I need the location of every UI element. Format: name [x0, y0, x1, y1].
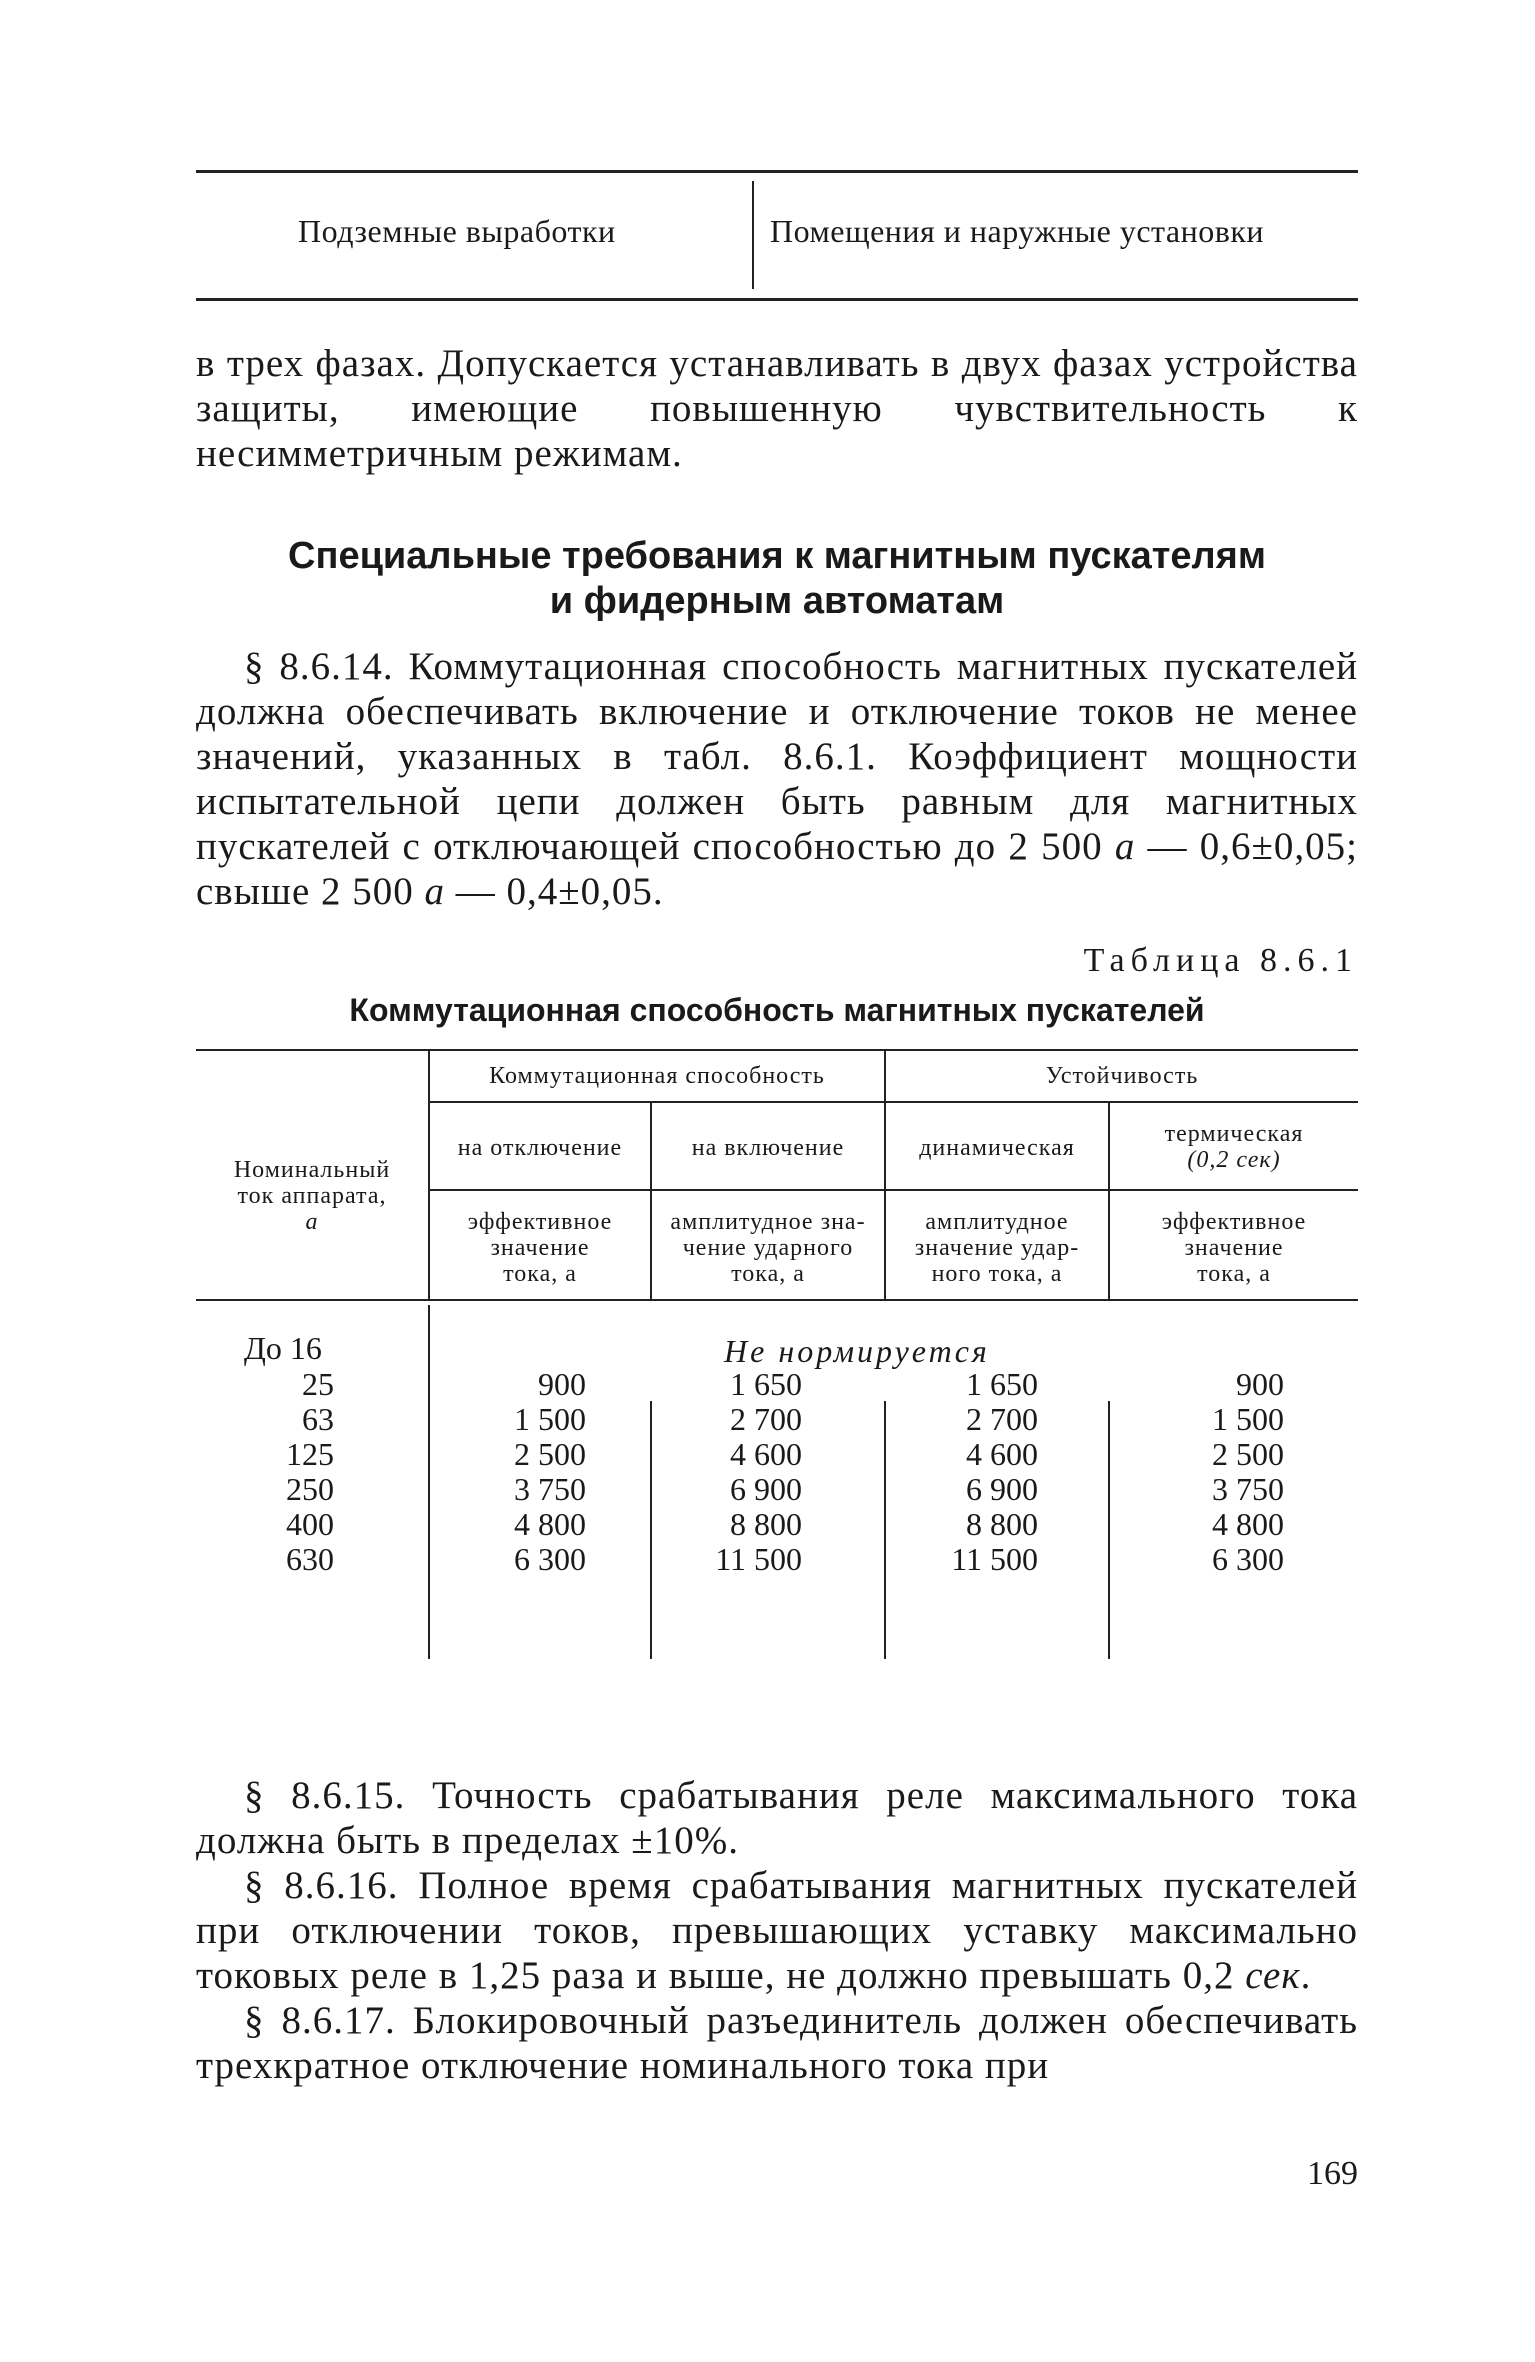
paragraph-8-6-14-mid: — 0,6±0,05; свыше 2 500 [196, 825, 1358, 913]
table-cell: 2 500 [1212, 1436, 1284, 1472]
paragraph-8-6-16-end: . [1300, 1954, 1312, 1997]
col-rated-current [196, 1367, 334, 1577]
table-row: 63 [302, 1401, 334, 1437]
table-top-rule [196, 1049, 1358, 1051]
book-page [196, 170, 1358, 2088]
header-breaking: на отключение [457, 1135, 623, 1161]
table-cell: 2 700 [730, 1401, 802, 1437]
header-thermal: термическая (0,2 сек) [1164, 1121, 1304, 1173]
table-cell: 3 750 [1212, 1471, 1284, 1507]
table-cell: 11 500 [715, 1541, 802, 1577]
paragraph-8-6-17: § 8.6.17. Блокировочный разъединитель должен обеспечивать трехкратное отключение номинального тока при [196, 1999, 1358, 2087]
table-title: Коммутационная способность магнитных пускателей [349, 992, 1205, 1028]
header-rated-current: Номинальный ток аппарата, а [233, 1157, 391, 1235]
table-cell: 8 800 [966, 1506, 1038, 1542]
col-thermal [1110, 1367, 1284, 1577]
table-row: 250 [286, 1471, 334, 1507]
section-heading [196, 534, 1358, 624]
table-cell: 2 500 [514, 1436, 586, 1472]
switching-capacity-table [196, 1049, 1358, 1759]
table-cell: 6 900 [730, 1471, 802, 1507]
paragraph-8-6-14-end: — 0,4±0,05. [445, 870, 664, 913]
table-caption: Таблица 8.6.1 [1083, 942, 1358, 979]
section-heading-line2: и фидерным автоматам [549, 580, 1005, 622]
table-cell: 2 700 [966, 1401, 1038, 1437]
table-header-bottom-rule [196, 1299, 1358, 1301]
table-cell: 8 800 [730, 1506, 802, 1542]
table-cell: 4 800 [1212, 1506, 1284, 1542]
intro-paragraph: в трех фазах. Допускается устанавливать в двух фазах устройства защиты, имеющие повышенную чувствительность к несимметричным режимам. [196, 342, 1358, 475]
table-cell: 11 500 [951, 1541, 1038, 1577]
table-row: 630 [286, 1541, 334, 1577]
row-label-up-to-16: До 16 [244, 1330, 322, 1366]
header-dynamic: динамическая [919, 1135, 1075, 1161]
col-breaking [430, 1367, 586, 1577]
running-header [196, 170, 1358, 301]
table-cell: 4 800 [514, 1506, 586, 1542]
not-normalized-text: Не нормируется [724, 1333, 990, 1369]
table-cell: 1 650 [730, 1366, 802, 1402]
paragraph-8-6-14 [196, 644, 1358, 914]
table-cell: 1 500 [514, 1401, 586, 1437]
paragraph-8-6-16-text: § 8.6.16. Полное время срабатывания магнитных пускателей при отключении токов, превышающих уставку максимально токовых реле в 1,25 раза и выше, не должно превышать 0,2 [196, 1864, 1358, 1997]
unit-a-2: а [424, 870, 446, 913]
table-cell: 4 600 [730, 1436, 802, 1472]
col-making [652, 1367, 802, 1577]
running-header-right: Помещения и наружные установки [770, 213, 1264, 249]
table-group-rule [428, 1101, 1358, 1103]
header-making: на включение [691, 1135, 845, 1161]
table-cell: 6 300 [1212, 1541, 1284, 1577]
table-row: 125 [286, 1436, 334, 1472]
paragraph-8-6-16 [196, 1863, 1358, 1998]
table-cell: 900 [538, 1366, 586, 1402]
running-header-left: Подземные выработки [298, 213, 616, 249]
section-heading-line1: Специальные требования к магнитным пускателям [288, 535, 1266, 577]
table-cell: 6 300 [514, 1541, 586, 1577]
running-header-divider [752, 181, 754, 289]
header-dynamic-sub: амплитудное значение удар- ного тока, а [914, 1209, 1080, 1287]
table-row: 400 [286, 1506, 334, 1542]
table-cell: 4 600 [966, 1436, 1038, 1472]
unit-a-1: а [1114, 825, 1136, 868]
table-cell: 1 500 [1212, 1401, 1284, 1437]
table-cell: 900 [1236, 1366, 1284, 1402]
header-making-sub: амплитудное зна- чение ударного тока, а [670, 1209, 866, 1287]
table-cell: 3 750 [514, 1471, 586, 1507]
table-cell: 6 900 [966, 1471, 1038, 1507]
paragraph-8-6-14-text: § 8.6.14. Коммутационная способность магнитных пускателей должна обеспечивать включение и отключение токов не менее значений, указанных в табл. 8.6.1. Коэффициент мощности испытательной цепи должен быть равным для магнитных пускателей с отключающей способностью до 2 500 [196, 645, 1358, 868]
header-breaking-sub: эффективное значение тока, а [467, 1209, 613, 1287]
unit-sec: сек [1245, 1954, 1301, 1997]
table-row: 25 [302, 1366, 334, 1402]
page-number: 169 [1307, 2155, 1358, 2192]
paragraph-8-6-15: § 8.6.15. Точность срабатывания реле максимального тока должна быть в пределах ±10%. [196, 1774, 1358, 1862]
header-stability: Устойчивость [1045, 1063, 1199, 1089]
table-sub-rule [428, 1189, 1358, 1191]
table-cell: 1 650 [966, 1366, 1038, 1402]
header-switching-capacity: Коммутационная способность [489, 1063, 825, 1089]
col-dynamic [886, 1367, 1038, 1577]
header-thermal-sub: эффективное значение тока, а [1161, 1209, 1307, 1287]
